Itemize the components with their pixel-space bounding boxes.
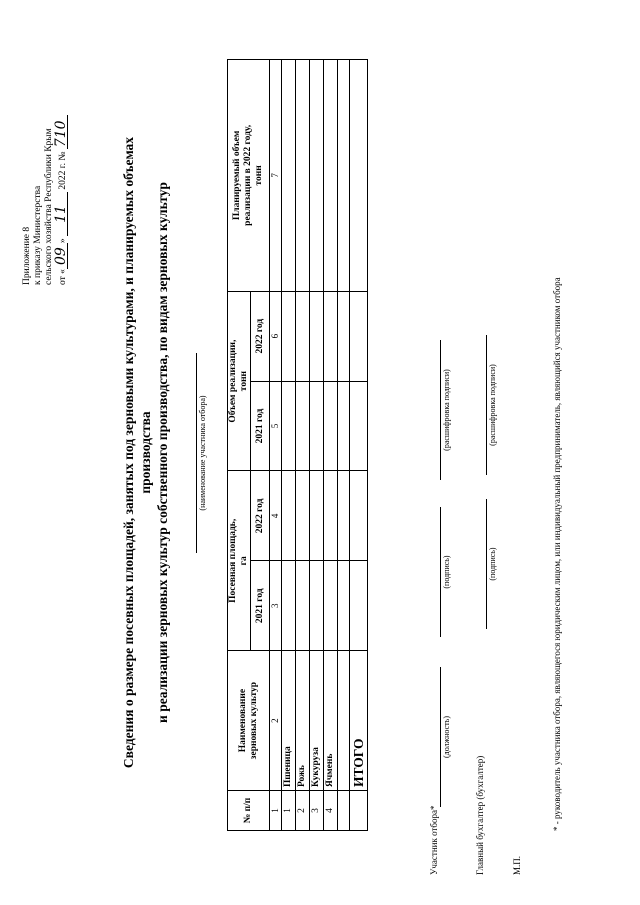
col-number-5: 5 — [270, 381, 282, 471]
title-line-1: Сведения о размере посевных площадей, занятых под зерновыми культурами, и планируемых объемах производства — [121, 136, 153, 769]
accountant-decoding-line — [486, 335, 487, 475]
row-num: 3 — [310, 791, 324, 831]
row-num: 4 — [324, 791, 338, 831]
col-number-7: 7 — [270, 60, 282, 292]
crop-name: Ячмень — [324, 651, 338, 791]
header-sales-2022: 2022 год — [251, 291, 270, 381]
table-row — [282, 60, 296, 831]
decoding-line — [440, 340, 441, 480]
appendix-line-3: сельского хозяйства Республики Крым — [44, 128, 54, 285]
col-number-1: 1 — [270, 791, 282, 831]
position-line — [440, 667, 441, 807]
header-sales-line-1: Объем реализации, — [228, 339, 238, 423]
row-num: 2 — [296, 791, 310, 831]
table-row — [296, 60, 310, 831]
crop-name: Пшеница — [282, 651, 296, 791]
header-area-line-2: га — [239, 556, 249, 566]
date-prefix: от « — [58, 269, 68, 285]
accountant-decoding-caption: (расшифровка подписи) — [488, 364, 497, 446]
table-row — [310, 60, 324, 831]
accountant-signature-line — [486, 499, 487, 629]
header-plan — [228, 60, 270, 292]
header-area-line-1: Посевная площадь, — [228, 518, 238, 603]
column-number-row — [270, 60, 282, 831]
participant-name-caption: (наименование участника отбора) — [198, 395, 207, 511]
header-plan-line-1: Планируемый объем — [232, 130, 242, 221]
header-sales-2021: 2021 год — [251, 381, 270, 471]
signature-line — [440, 507, 441, 637]
footnote: * - руководитель участника отбора, являющегося юридическим лицом, или индивидуальный предприниматель, являющийся участником отбора — [552, 277, 562, 831]
crop-name: Рожь — [296, 651, 310, 791]
appendix-block — [22, 45, 69, 285]
signature-caption: (подпись) — [442, 555, 451, 589]
header-area-2022: 2022 год — [251, 471, 270, 561]
header-name — [228, 651, 270, 791]
table-row-empty — [338, 60, 350, 831]
total-row — [350, 60, 368, 831]
participant-name-line — [196, 353, 197, 553]
decoding-caption: (расшифровка подписи) — [442, 369, 451, 451]
col-number-3: 3 — [270, 561, 282, 651]
header-num: № п/п — [228, 791, 270, 831]
col-number-4: 4 — [270, 471, 282, 561]
total-label: ИТОГО — [350, 651, 368, 791]
col-number-6: 6 — [270, 291, 282, 381]
accountant-signature-caption: (подпись) — [488, 547, 497, 581]
date-mid: » — [58, 238, 68, 244]
row-num: 1 — [282, 791, 296, 831]
crop-name: Кукуруза — [310, 651, 324, 791]
header-area-2021: 2021 год — [251, 561, 270, 651]
participant-label: Участник отбора* — [429, 805, 439, 875]
accountant-label: Главный бухгалтер (бухгалтер) — [475, 755, 485, 875]
date-month: 11 — [55, 192, 68, 236]
header-name-line-1: Наименование — [237, 688, 248, 753]
position-caption: (должность) — [442, 716, 451, 758]
order-number: 710 — [55, 115, 68, 149]
header-row-1 — [228, 60, 251, 831]
document-title — [120, 100, 171, 805]
date-year: 2022 г. № — [58, 151, 68, 190]
stamp-label: М.П. — [512, 855, 522, 875]
crops-table — [227, 59, 368, 831]
header-area — [228, 471, 251, 651]
table-row — [324, 60, 338, 831]
appendix-line-2: к приказу Министерства — [33, 185, 43, 285]
appendix-line-1: Приложение 8 — [22, 226, 32, 285]
header-plan-line-3: тонн — [254, 165, 264, 186]
col-number-2: 2 — [270, 651, 282, 791]
header-name-line-2: зерновых культур — [248, 681, 259, 760]
title-line-2: и реализации зерновых культур собственного производства, по видам зерновых культур — [155, 182, 170, 723]
header-plan-line-2: реализации в 2022 году, — [243, 124, 253, 226]
header-sales — [228, 291, 251, 471]
date-day: 09 — [55, 243, 68, 269]
appendix-date-line — [55, 45, 69, 285]
header-sales-line-2: тонн — [239, 370, 249, 392]
